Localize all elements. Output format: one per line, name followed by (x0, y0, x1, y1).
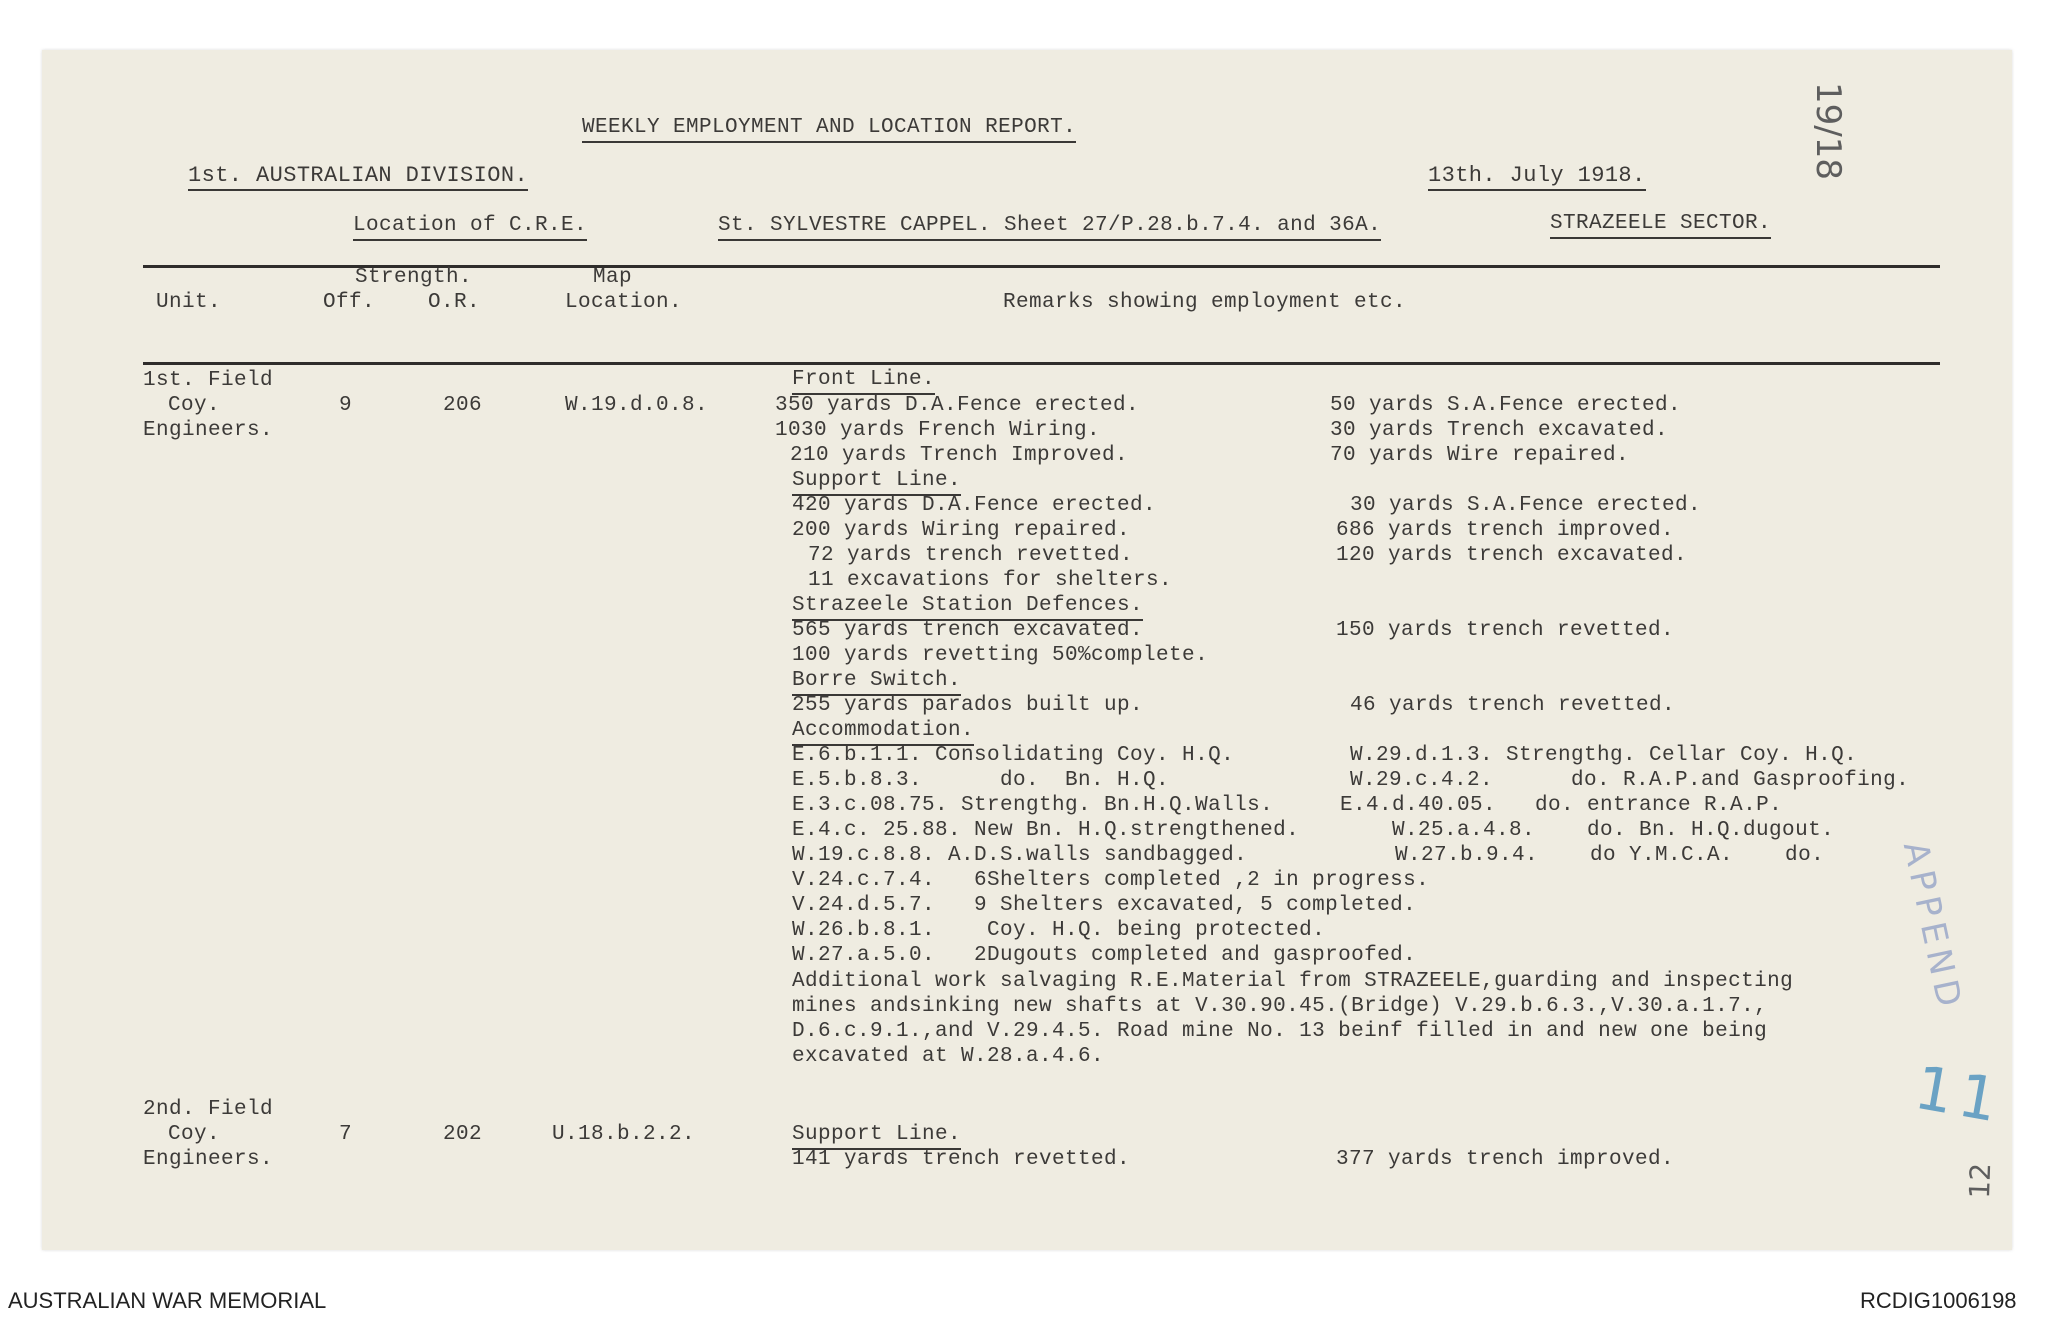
margin-number-annotation: 19/18 (1808, 82, 1848, 180)
support-line-left-3: 72 yards trench revetted. (808, 544, 1134, 567)
unit1-name-line2: Coy. (168, 394, 221, 417)
accommodation-right-1: W.29.d.1.3. Strengthg. Cellar Coy. H.Q. (1350, 744, 1858, 767)
front-line-right-2: 30 yards Trench excavated. (1330, 419, 1669, 442)
archive-source-caption: AUSTRALIAN WAR MEMORIAL (8, 1288, 327, 1313)
front-line-right-1: 50 yards S.A.Fence erected. (1330, 394, 1682, 417)
division-name: 1st. AUSTRALIAN DIVISION. (188, 164, 528, 191)
unit2-off: 7 (339, 1123, 353, 1146)
borre-switch-heading: Borre Switch. (792, 669, 961, 696)
or-header: O.R. (428, 291, 481, 314)
station-defences-heading: Strazeele Station Defences. (792, 594, 1143, 621)
unit1-off: 9 (339, 394, 353, 417)
accommodation-left-3: E.3.c.08.75. Strengthg. Bn.H.Q.Walls. (792, 794, 1274, 817)
strength-header: Strength. (355, 266, 473, 289)
location-header: Location. (565, 291, 683, 314)
support-line-right-3: 120 yards trench excavated. (1336, 544, 1688, 567)
accommodation-right-3: E.4.d.40.05. do. entrance R.A.P. (1340, 794, 1783, 817)
map-header: Map (593, 266, 633, 289)
header-bottom-rule (143, 362, 1940, 365)
station-left-1: 565 yards trench excavated. (792, 619, 1144, 642)
unit1-name-line1: 1st. Field (143, 369, 274, 392)
borre-right-1: 46 yards trench revetted. (1350, 694, 1676, 717)
accommodation-left-4: E.4.c. 25.88. New Bn. H.Q.strengthened. (792, 819, 1300, 842)
accommodation-more-2: V.24.d.5.7. 9 Shelters excavated, 5 completed. (792, 894, 1417, 917)
support-line-left-1: 420 yards D.A.Fence erected. (792, 494, 1157, 517)
unit2-or: 202 (443, 1123, 483, 1146)
support-line-right-2: 686 yards trench improved. (1336, 519, 1675, 542)
support-line-right-1: 30 yards S.A.Fence erected. (1350, 494, 1702, 517)
accommodation-more-3: W.26.b.8.1. Coy. H.Q. being protected. (792, 919, 1326, 942)
support-line-left-4: 11 excavations for shelters. (808, 569, 1173, 592)
accommodation-more-4: W.27.a.5.0. 2Dugouts completed and gasproofed. (792, 944, 1417, 967)
cre-location-label: Location of C.R.E. (353, 214, 587, 241)
support-line-left-2: 200 yards Wiring repaired. (792, 519, 1131, 542)
front-line-left-2: 1030 yards French Wiring. (775, 419, 1101, 442)
accommodation-more-1: V.24.c.7.4. 6Shelters completed ,2 in progress. (792, 869, 1430, 892)
accommodation-left-1: E.6.b.1.1. Consolidating Coy. H.Q. (792, 744, 1235, 767)
sector-name: STRAZEELE SECTOR. (1550, 212, 1771, 239)
report-date: 13th. July 1918. (1428, 164, 1646, 191)
page-number-annotation: 12 (1963, 1162, 1998, 1200)
front-line-left-1: 350 yards D.A.Fence erected. (775, 394, 1140, 417)
unit1-name-line3: Engineers. (143, 419, 274, 442)
accommodation-heading: Accommodation. (792, 719, 974, 746)
unit2-name-line3: Engineers. (143, 1148, 274, 1171)
front-line-left-3: 210 yards Trench Improved. (790, 444, 1129, 467)
unit2-left-1: 141 yards trench revetted. (792, 1148, 1131, 1171)
off-header: Off. (323, 291, 376, 314)
cre-location-detail: St. SYLVESTRE CAPPEL. Sheet 27/P.28.b.7.4. and 36A. (718, 214, 1381, 241)
station-left-2: 100 yards revetting 50%complete. (792, 644, 1209, 667)
unit1-or: 206 (443, 394, 483, 417)
archive-id-caption: RCDIG1006198 (1860, 1288, 2017, 1313)
unit2-support-line-heading: Support Line. (792, 1123, 961, 1150)
front-line-heading: Front Line. (792, 368, 935, 395)
accommodation-left-5: W.19.c.8.8. A.D.S.walls sandbagged. (792, 844, 1248, 867)
remarks-header: Remarks showing employment etc. (1003, 291, 1407, 314)
unit2-name-line2: Coy. (168, 1123, 221, 1146)
appendix-stamp: APPEND (1894, 838, 1971, 1016)
borre-left-1: 255 yards parados built up. (792, 694, 1144, 717)
front-line-right-3: 70 yards Wire repaired. (1330, 444, 1630, 467)
unit1-location: W.19.d.0.8. (565, 394, 709, 417)
unit2-name-line1: 2nd. Field (143, 1098, 274, 1121)
accommodation-left-2: E.5.b.8.3. do. Bn. H.Q. (792, 769, 1170, 792)
accommodation-right-2: W.29.c.4.2. do. R.A.P.and Gasproofing. (1350, 769, 1910, 792)
unit2-location: U.18.b.2.2. (552, 1123, 696, 1146)
additional-work-line-4: excavated at W.28.a.4.6. (792, 1045, 1105, 1068)
accommodation-right-5: W.27.b.9.4. do Y.M.C.A. do. (1395, 844, 1825, 867)
unit-header: Unit. (156, 291, 222, 314)
accommodation-right-4: W.25.a.4.8. do. Bn. H.Q.dugout. (1392, 819, 1835, 842)
station-right-1: 150 yards trench revetted. (1336, 619, 1675, 642)
support-line-heading: Support Line. (792, 469, 961, 496)
report-title: WEEKLY EMPLOYMENT AND LOCATION REPORT. (582, 116, 1076, 143)
additional-work-line-1: Additional work salvaging R.E.Material from STRAZEELE,guarding and inspecting (792, 970, 1794, 993)
appendix-handwritten-number: 11 (1909, 1052, 2009, 1138)
additional-work-line-3: D.6.c.9.1.,and V.29.4.5. Road mine No. 13 beinf filled in and new one being (792, 1020, 1768, 1043)
unit2-right-1: 377 yards trench improved. (1336, 1148, 1675, 1171)
additional-work-line-2: mines andsinking new shafts at V.30.90.45.(Bridge) V.29.b.6.3.,V.30.a.1.7., (792, 995, 1768, 1018)
